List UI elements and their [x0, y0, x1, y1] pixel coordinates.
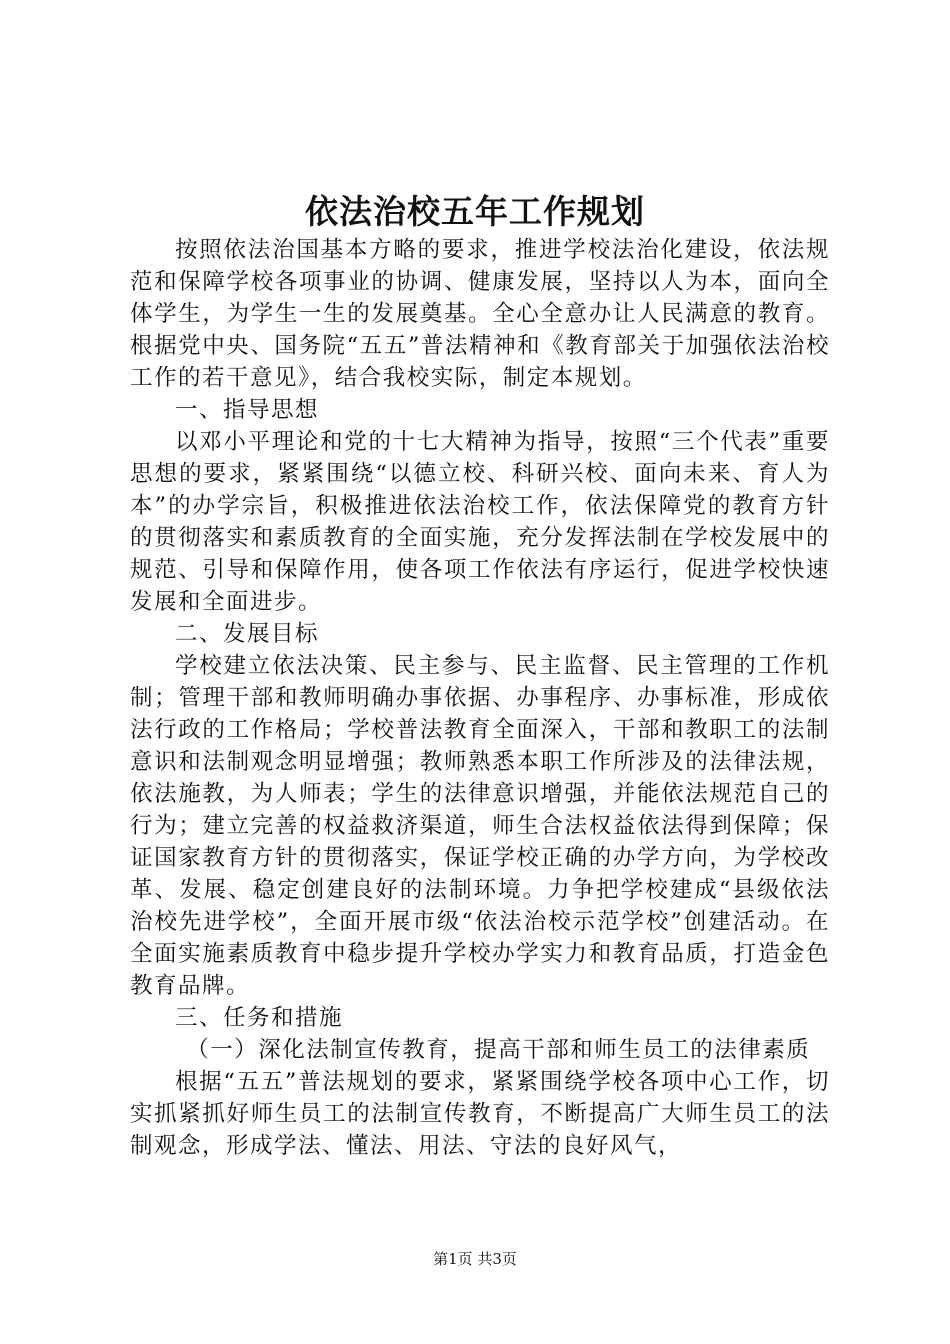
document-body — [130, 234, 830, 1162]
subsection-heading-legal-education: （一）深化法制宣传教育，提高干部和师生员工的法律素质 — [186, 1037, 811, 1063]
page-indicator: 第1页 共3页 — [433, 1250, 517, 1268]
legal-education-paragraph: 根据“五五”普法规划的要求，紧紧围绕学校各项中心工作，切实抓紧抓好师生员工的法制宣传教育，不断提高广大师生员工的法制观念，形成学法、懂法、用法、守法的良好风气， — [130, 1069, 830, 1159]
section-heading-development-goals: 二、发展目标 — [175, 621, 320, 647]
development-goals-paragraph: 学校建立依法决策、民主参与、民主监督、民主管理的工作机制；管理干部和教师明确办事依据、办事程序、办事标准，形成依法行政的工作格局；学校普法教育全面深入，干部和教职工的法制意识和法制观念明显增强；教师熟悉本职工作所涉及的法律法规，依法施教，为人师表；学生的法律意识增强，并能依法规范自己的行为；建立完善的权益救济渠道，师生合法权益依法得到保障；保证国家教育方针的贯彻落实，保证学校正确的办学方向，为学校改革、发展、稳定创建良好的法制环境。力争把学校建成“县级依法治校先进学校”，全面开展市级“依法治校示范学校”创建活动。在全面实施素质教育中稳步提升学校办学实力和教育品质，打造金色教育品牌。 — [130, 653, 830, 999]
guiding-ideology-paragraph: 以邓小平理论和党的十七大精神为指导，按照“三个代表”重要思想的要求，紧紧围绕“以德立校、科研兴校、面向未来、育人为本”的办学宗旨，积极推进依法治校工作，依法保障党的教育方针的贯彻落实和素质教育的全面实施，充分发挥法制在学校发展中的规范、引导和保障作用，使各项工作依法有序运行，促进学校快速发展和全面进步。 — [130, 429, 830, 615]
document-title: 依法治校五年工作规划 — [305, 192, 645, 231]
section-heading-tasks-measures: 三、任务和措施 — [175, 1005, 344, 1031]
section-heading-guiding-ideology: 一、指导思想 — [175, 397, 320, 423]
intro-paragraph: 按照依法治国基本方略的要求，推进学校法治化建设，依法规范和保障学校各项事业的协调、健康发展，坚持以人为本，面向全体学生，为学生一生的发展奠基。全心全意办让人民满意的教育。根据党中央、国务院“五五”普法精神和《教育部关于加强依法治校工作的若干意见》，结合我校实际，制定本规划。 — [130, 237, 830, 391]
